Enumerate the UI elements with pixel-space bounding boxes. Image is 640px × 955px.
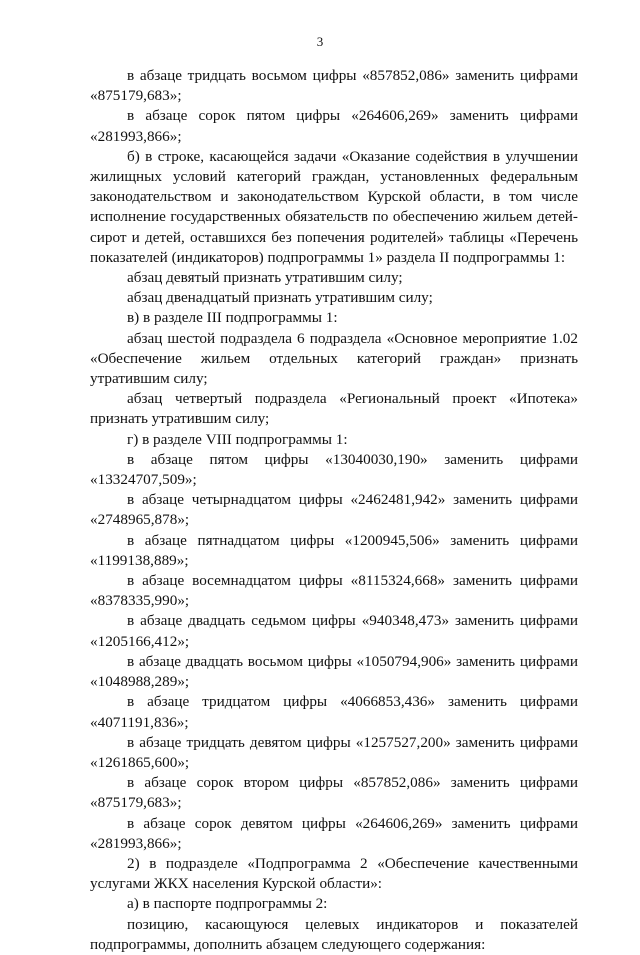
paragraph: г) в разделе VIII подпрограммы 1: [127, 430, 348, 448]
paragraph: в абзаце двадцать восьмом цифры «1050794,906» заменить цифрами «1048988,289»; [90, 652, 578, 691]
paragraph: в абзаце сорок пятом цифры «264606,269» заменить цифрами «281993,866»; [90, 107, 578, 145]
paragraph: в абзаце пятом цифры «13040030,190» заменить цифрами «13324707,509»; [90, 450, 578, 489]
paragraph: в абзаце сорок втором цифры «857852,086» заменить цифрами «875179,683»; [90, 774, 578, 812]
paragraph: в абзаце тридцать восьмом цифры «857852,086» заменить цифрами «875179,683»; [90, 67, 578, 105]
paragraph: в абзаце четырнадцатом цифры «2462481,942» заменить цифрами «2748965,878»; [90, 491, 578, 529]
paragraph: позицию, касающуюся целевых индикаторов и показателей подпрограммы, дополнить абзацем следующего содержания: [90, 915, 578, 953]
paragraph: б) в строке, касающейся задачи «Оказание содействия в улучшении жилищных условий категорий граждан, установленных федеральным законодательством и законодательством Курской области, в том числе исполнение государственных обязательств по обеспечению жильем детей-сирот и детей, оставшихся без попечения родителей» таблицы «Перечень показателей (индикаторов) подпрограммы 1» раздела II подпрограммы 1: [90, 147, 578, 266]
paragraph: а) в паспорте подпрограммы 2: [127, 895, 328, 913]
paragraph: в абзаце сорок девятом цифры «264606,269» заменить цифрами «281993,866»; [90, 814, 578, 852]
page-number: 3 [316, 34, 324, 49]
paragraph: абзац четвертый подраздела «Региональный проект «Ипотека» признать утратившим силу; [90, 390, 578, 428]
document-body [90, 66, 578, 955]
paragraph: в абзаце восемнадцатом цифры «8115324,668» заменить цифрами «8378335,990»; [90, 572, 578, 610]
paragraph: абзац шестой подраздела 6 подраздела «Основное мероприятие 1.02 «Обеспечение жильем отдельных категорий граждан» признать утратившим силу; [90, 329, 578, 388]
paragraph: в абзаце пятнадцатом цифры «1200945,506» заменить цифрами «1199138,889»; [90, 531, 578, 569]
paragraph: в абзаце тридцать девятом цифры «1257527,200» заменить цифрами «1261865,600»; [90, 733, 578, 771]
paragraph: 2) в подразделе «Подпрограмма 2 «Обеспечение качественными услугами ЖКХ населения Курской области»: [90, 854, 578, 893]
paragraph: абзац двенадцатый признать утратившим силу; [127, 289, 433, 307]
paragraph: в) в разделе III подпрограммы 1: [127, 309, 338, 327]
paragraph: в абзаце двадцать седьмом цифры «940348,473» заменить цифрами «1205166,412»; [90, 612, 578, 650]
paragraph: абзац девятый признать утратившим силу; [127, 269, 403, 287]
paragraph: в абзаце тридцатом цифры «4066853,436» заменить цифрами «4071191,836»; [90, 693, 578, 731]
